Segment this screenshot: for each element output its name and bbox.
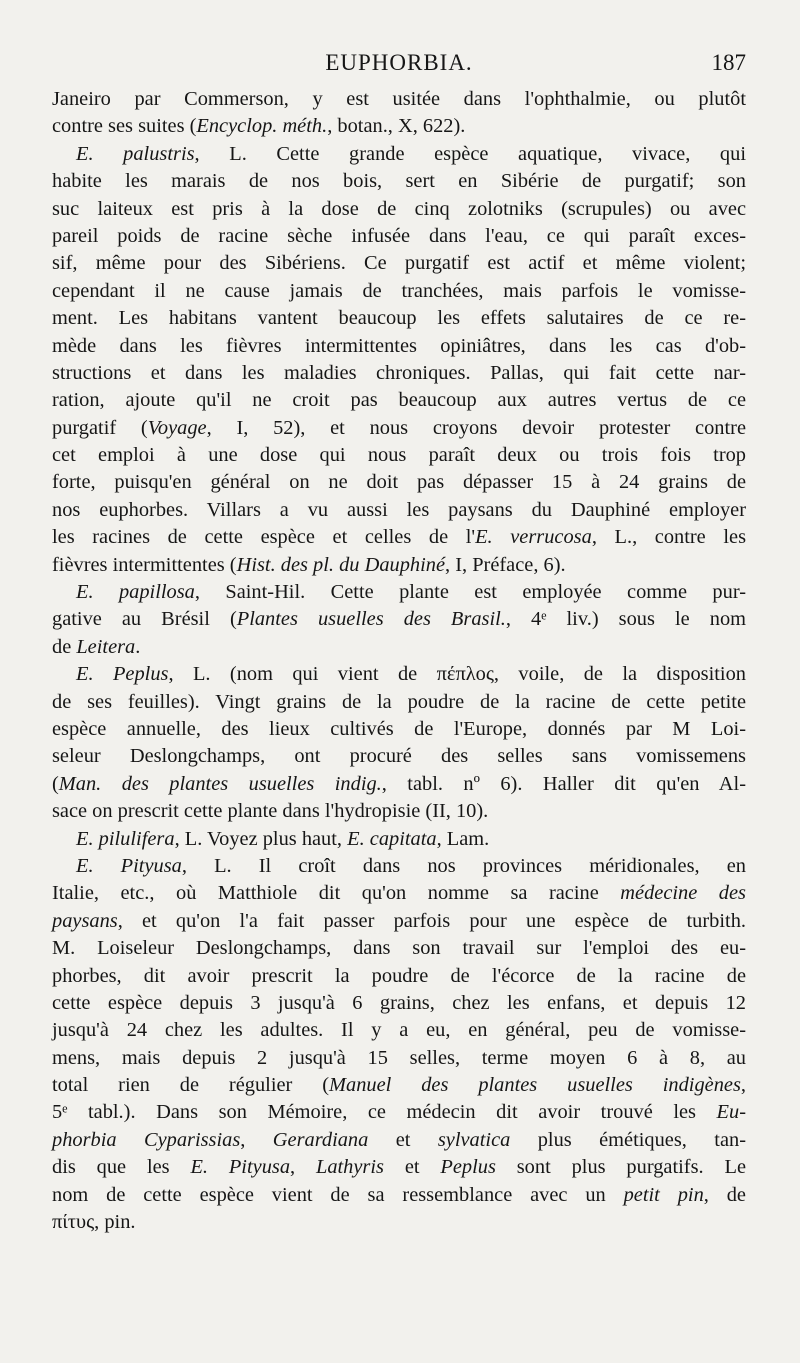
text-segment: dis que les [52, 1156, 191, 1179]
text-line [52, 250, 746, 277]
text-line [52, 1099, 746, 1126]
text-line [52, 1154, 746, 1181]
text-segment: Italie, etc., où Matthiole dit qu'on nomme sa racine [52, 882, 621, 905]
text-segment: , 4ᵉ liv.) sous le nom [505, 608, 747, 631]
text-segment: πίτυς, pin. [52, 1211, 136, 1234]
text-segment: plus émétiques, tan- [510, 1128, 746, 1151]
text-segment: cependant il ne cause jamais de tranchées, mais parfois le vomisse- [52, 279, 746, 302]
text-line [52, 689, 746, 716]
text-segment: purgatif ( [52, 416, 148, 439]
text-line [52, 141, 746, 168]
text-line [52, 168, 746, 195]
text-line [52, 743, 746, 770]
text-segment: espèce annuelle, des lieux cultivés de l'Europe, donnés par M Loi- [52, 717, 746, 740]
text-line [52, 935, 746, 962]
text-line [52, 333, 746, 360]
text-line [52, 1017, 746, 1044]
text-segment: 5ᵉ tabl.). Dans son Mémoire, ce médecin dit avoir trouvé les [52, 1101, 717, 1124]
italic-text: E. Peplus [76, 663, 169, 686]
italic-text: E. Pityusa [190, 1156, 291, 1179]
italic-text: sylvatica [437, 1128, 511, 1151]
italic-text: Leitera [76, 635, 136, 658]
body-text [52, 86, 746, 1236]
text-line [52, 963, 746, 990]
italic-text: E. pilulifera [76, 827, 175, 850]
italic-text: Man. des plantes usuelles indig. [58, 772, 382, 795]
running-title: EUPHORBIA. [325, 50, 473, 75]
text-line [52, 1072, 746, 1099]
text-line [52, 415, 746, 442]
text-line [52, 661, 746, 688]
text-segment: ration, ajoute qu'il ne croit pas beaucoup aux autres vertus de ce [52, 389, 746, 412]
text-line [52, 223, 746, 250]
text-segment: , [240, 1128, 273, 1151]
text-line [52, 826, 746, 853]
text-segment: fièvres intermittentes ( [52, 553, 237, 576]
italic-text: Hist. des pl. du Dauphiné [236, 553, 446, 576]
text-segment: . [135, 635, 141, 658]
text-segment: mède dans les fièvres intermittentes opiniâtres, dans les cas d'ob- [52, 334, 746, 357]
italic-text: médecine des [620, 882, 746, 905]
text-line [52, 442, 746, 469]
text-segment: M. Loiseleur Deslongchamps, dans son travail sur l'emploi des eu- [52, 937, 746, 960]
italic-text: Voyage [147, 416, 207, 439]
italic-text: Plantes usuelles des Brasil. [236, 608, 506, 631]
page-header [52, 50, 746, 80]
text-segment: , L. Cette grande espèce aquatique, vivace, qui [194, 142, 746, 165]
text-segment: habite les marais de nos bois, sert en Sibérie de purgatif; son [52, 170, 746, 193]
text-line [52, 196, 746, 223]
italic-text: E. capitata [347, 827, 437, 850]
text-line [52, 606, 746, 633]
text-line [52, 469, 746, 496]
text-line [52, 552, 746, 579]
italic-text: E. papillosa [76, 581, 195, 604]
italic-text: E. palustris [76, 142, 195, 165]
text-segment: sace on prescrit cette plante dans l'hydropisie (II, 10). [52, 800, 489, 823]
italic-text: Lathyris [315, 1156, 384, 1179]
text-segment: jusqu'à 24 chez les adultes. Il y a eu, en général, peu de vomisse- [52, 1019, 746, 1042]
text-line [52, 278, 746, 305]
text-line [52, 880, 746, 907]
text-line [52, 798, 746, 825]
text-line [52, 908, 746, 935]
text-segment: de [52, 635, 77, 658]
text-line [52, 634, 746, 661]
text-segment: , botan., X, 622). [327, 115, 466, 138]
text-line [52, 579, 746, 606]
text-segment: et [383, 1156, 441, 1179]
text-line [52, 497, 746, 524]
text-segment: , Saint-Hil. Cette plante est employée comme pur- [194, 581, 746, 604]
text-segment: , Lam. [436, 827, 490, 850]
text-segment: mens, mais depuis 2 jusqu'à 15 selles, terme moyen 6 à 8, au [52, 1046, 746, 1069]
text-segment: , L. Voyez plus haut, [174, 827, 348, 850]
text-segment: cette espèce depuis 3 jusqu'à 6 grains, chez les enfans, et depuis 12 [52, 991, 746, 1014]
italic-text: Manuel des plantes usuelles indigènes [329, 1074, 741, 1097]
page-number: 187 [711, 50, 746, 75]
italic-text: Gerardiana [272, 1128, 369, 1151]
text-segment: structions et dans les maladies chroniques. Pallas, qui fait cette nar- [52, 361, 746, 384]
text-line [52, 1182, 746, 1209]
text-line [52, 716, 746, 743]
text-segment: , et qu'on l'a fait passer parfois pour une espèce de turbith. [117, 909, 746, 932]
text-line [52, 387, 746, 414]
text-line [52, 1209, 746, 1236]
italic-text: E. Pityusa [76, 854, 182, 877]
text-line [52, 86, 746, 113]
text-line [52, 990, 746, 1017]
text-segment: , I, 52), et nous croyons devoir protester contre [206, 416, 746, 439]
text-segment: suc laiteux est pris à la dose de cinq zolotniks (scrupules) ou avec [52, 197, 746, 220]
text-line [52, 1045, 746, 1072]
italic-text: Peplus [440, 1156, 496, 1179]
text-segment: contre ses suites ( [52, 115, 197, 138]
text-segment: , L. Il croît dans nos provinces méridionales, en [181, 854, 746, 877]
text-segment: cet emploi à une dose qui nous paraît deux ou trois fois trop [52, 444, 746, 467]
text-segment: , L., contre les [591, 526, 747, 549]
italic-text: paysans [52, 909, 118, 932]
text-line [52, 853, 746, 880]
text-segment: forte, puisqu'en général on ne doit pas dépasser 15 à 24 grains de [52, 471, 746, 494]
italic-text: E. verrucosa [475, 526, 592, 549]
text-segment: Janeiro par Commerson, y est usitée dans l'ophthalmie, ou plutôt [52, 88, 746, 110]
text-line [52, 360, 746, 387]
text-segment: total rien de régulier ( [52, 1074, 330, 1097]
italic-text: Eu- [716, 1101, 746, 1124]
italic-text: phorbia Cyparissias [52, 1128, 241, 1151]
text-segment: phorbes, dit avoir prescrit la poudre de l'écorce de la racine de [52, 964, 746, 987]
text-segment: , [290, 1156, 316, 1179]
text-line [52, 305, 746, 332]
text-segment: nom de cette espèce vient de sa ressemblance avec un [52, 1183, 624, 1206]
text-segment: sif, même pour des Sibériens. Ce purgatif est actif et même violent; [52, 252, 746, 275]
text-segment: sont plus purgatifs. Le [495, 1156, 746, 1179]
text-segment: ( [52, 772, 59, 795]
text-segment: gative au Brésil ( [52, 608, 237, 631]
text-segment: nos euphorbes. Villars a vu aussi les paysans du Dauphiné employer [52, 498, 746, 521]
text-segment: seleur Deslongchamps, ont procuré des selles sans vomissemens [52, 745, 746, 768]
italic-text: Encyclop. méth. [196, 115, 328, 138]
text-segment: , L. (nom qui vient de πέπλος, voile, de la disposition [168, 663, 746, 686]
text-segment: , tabl. nº 6). Haller dit qu'en Al- [381, 772, 746, 795]
text-line [52, 771, 746, 798]
text-segment: de ses feuilles). Vingt grains de la poudre de la racine de cette petite [52, 690, 746, 713]
text-line [52, 1127, 746, 1154]
text-segment: , I, Préface, 6). [445, 553, 566, 576]
text-segment: , de [703, 1183, 746, 1206]
text-segment: pareil poids de racine sèche infusée dans l'eau, ce qui paraît exces- [52, 224, 746, 247]
text-segment: les racines de cette espèce et celles de l' [52, 526, 476, 549]
text-segment: , [740, 1074, 746, 1097]
text-line [52, 524, 746, 551]
text-segment: ment. Les habitans vantent beaucoup les effets salutaires de ce re- [52, 307, 746, 330]
text-line [52, 113, 746, 140]
text-segment: et [368, 1128, 438, 1151]
italic-text: petit pin [623, 1183, 704, 1206]
